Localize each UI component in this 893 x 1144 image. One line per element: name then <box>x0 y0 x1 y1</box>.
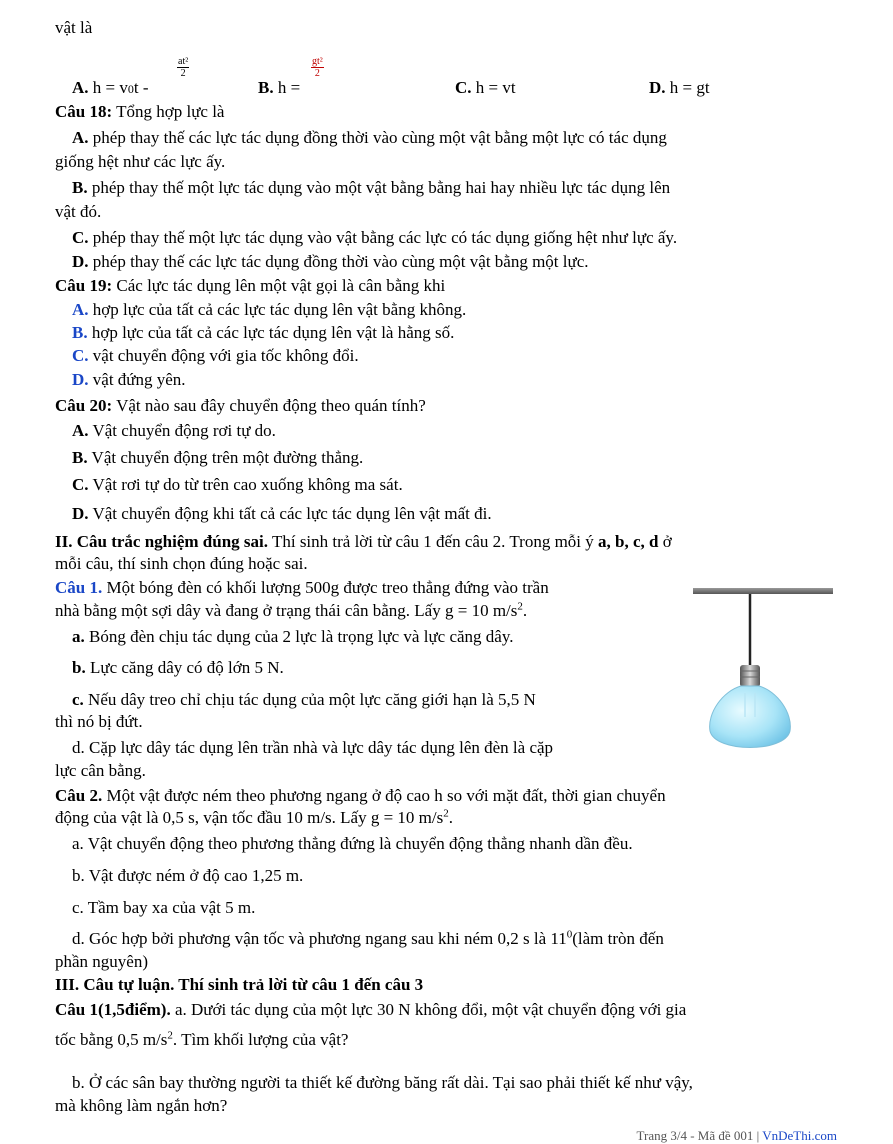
page-footer: Trang 3/4 - Mã đề 001 | VnDeThi.com <box>636 1128 837 1143</box>
q18-option-a-cont: giống hệt như các lực ấy. <box>55 152 226 171</box>
part3-heading: III. Câu tự luận. Thí sinh trả lời từ câu 1 đến câu 3 <box>55 975 424 994</box>
q18-option-b: B. phép thay thế một lực tác dụng vào một vật bằng bằng hai hay nhiều lực tác dụng lên <box>72 178 671 197</box>
p2-c2-d-cont: phần nguyên) <box>55 952 149 971</box>
p2-c1-stem-cont: nhà bằng một sợi dây và đang ở trạng thái cân bằng. Lấy g = 10 $m/s^2$. <box>55 600 528 620</box>
prev-question-tail: vật là <box>55 18 93 37</box>
p2-c1-stem: Câu 1. Một bóng đèn có khối lượng 500g được treo thẳng đứng vào trần <box>55 578 549 597</box>
q19-option-a: A. hợp lực của tất cả các lực tác dụng lên vật bằng không. <box>72 300 467 319</box>
p2-c2-d: d. Góc hợp bởi phương vận tốc và phương ngang sau khi ném 0,2 s là $11^0(làm$ tròn đến <box>72 928 664 948</box>
q17-a-fraction: $\frac{\text{at²}}{2}$ <box>178 56 189 79</box>
part2-intro-cont: mỗi câu, thí sinh chọn đúng hoặc sai. <box>55 554 308 573</box>
p2-c1-c: c. Nếu dây treo chỉ chịu tác dụng của một lực căng giới hạn là 5,5 N <box>72 690 536 709</box>
q20-option-a: A. Vật chuyển động rơi tự do. <box>72 421 276 440</box>
part2-heading: II. Câu trắc nghiệm đúng sai. Thí sinh trả lời từ câu 1 đến câu 2. Trong mỗi ý a, b, c, d ở <box>55 532 672 551</box>
q18-stem: Câu 18: Tổng hợp lực là <box>55 102 225 121</box>
q18-option-a: A. phép thay thế các lực tác dụng đồng thời vào cùng một vật bằng một lực có tác dụng <box>72 128 667 147</box>
q20-option-b: B. Vật chuyển động trên một đường thẳng. <box>72 448 364 467</box>
footer-link[interactable]: VnDeThi.com <box>762 1128 837 1143</box>
q20-option-d: D. Vật chuyển động khi tất cả các lực tác dụng lên vật mất đi. <box>72 504 492 523</box>
p3-c1-stem-cont: tốc bằng 0,5 $m/s^2$. Tìm khối lượng của vật? <box>55 1029 349 1049</box>
hanging-lamp-illustration <box>693 585 833 765</box>
q17-option-c: C. h = vt <box>455 78 516 97</box>
p2-c2-stem-cont: động của vật là 0,5 s, vận tốc đầu 10 m/s. Lấy g = 10 $m/s^2$. <box>55 807 453 827</box>
p2-c2-b: b. Vật được ném ở độ cao 1,25 m. <box>72 866 304 885</box>
q19-option-b: B. hợp lực của tất cả các lực tác dụng lên vật là hằng số. <box>72 323 455 342</box>
q18-option-c: C. phép thay thế một lực tác dụng vào vật bằng các lực có tác dụng giống hệt như lực ấy. <box>72 228 678 247</box>
p2-c2-a: a. Vật chuyển động theo phương thẳng đứng là chuyển động thẳng nhanh dần đều. <box>72 834 633 853</box>
p2-c1-a: a. Bóng đèn chịu tác dụng của 2 lực là trọng lực và lực căng dây. <box>72 627 514 646</box>
p3-c1-b: b. Ở các sân bay thường người ta thiết kế đường băng rất dài. Tại sao phải thiết kế như vậy, <box>72 1073 693 1092</box>
q19-stem: Câu 19: Các lực tác dụng lên một vật gọi là cân bằng khi <box>55 276 446 295</box>
q18-option-b-cont: vật đó. <box>55 202 102 221</box>
lamp-cap-icon <box>740 665 760 687</box>
p2-c1-b: b. Lực căng dây có độ lớn 5 N. <box>72 658 284 677</box>
p2-c1-d: d. Cặp lực dây tác dụng lên trần nhà và lực dây tác dụng lên đèn là cặp <box>72 738 554 757</box>
q20-stem: Câu 20: Vật nào sau đây chuyển động theo quán tính? <box>55 396 426 415</box>
option-letter: A. <box>72 78 89 97</box>
p3-c1-b-cont: mà không làm ngắn hơn? <box>55 1096 228 1115</box>
q17-option-d: D. h = gt <box>649 78 710 97</box>
ceiling-icon <box>693 588 833 594</box>
p2-c1-d-cont: lực cân bằng. <box>55 761 146 780</box>
q19-option-c: C. vật chuyển động với gia tốc không đổi. <box>72 346 359 365</box>
q17-option-b: B. h = <box>258 78 301 97</box>
p2-c1-c-cont: thì nó bị đứt. <box>55 712 143 731</box>
p3-c1-stem: Câu 1(1,5điểm). a. Dưới tác dụng của một lực 30 N không đổi, một vật chuyển động với gia <box>55 1000 687 1019</box>
p2-c2-c: c. Tầm bay xa của vật 5 m. <box>72 898 256 917</box>
q19-option-d: D. vật đứng yên. <box>72 370 186 389</box>
q17-option-a: A. h = v0t - <box>72 78 149 97</box>
q17-b-fraction: $\frac{\text{gt²}}{2}$ <box>312 56 323 79</box>
q20-option-c: C. Vật rơi tự do từ trên cao xuống không ma sát. <box>72 475 403 494</box>
p2-c2-stem: Câu 2. Một vật được ném theo phương ngang ở độ cao h so với mặt đất, thời gian chuyển <box>55 786 666 805</box>
bulb-icon <box>710 686 791 748</box>
q18-option-d: D. phép thay thế các lực tác dụng đồng thời vào cùng một vật bằng một lực. <box>72 252 589 271</box>
